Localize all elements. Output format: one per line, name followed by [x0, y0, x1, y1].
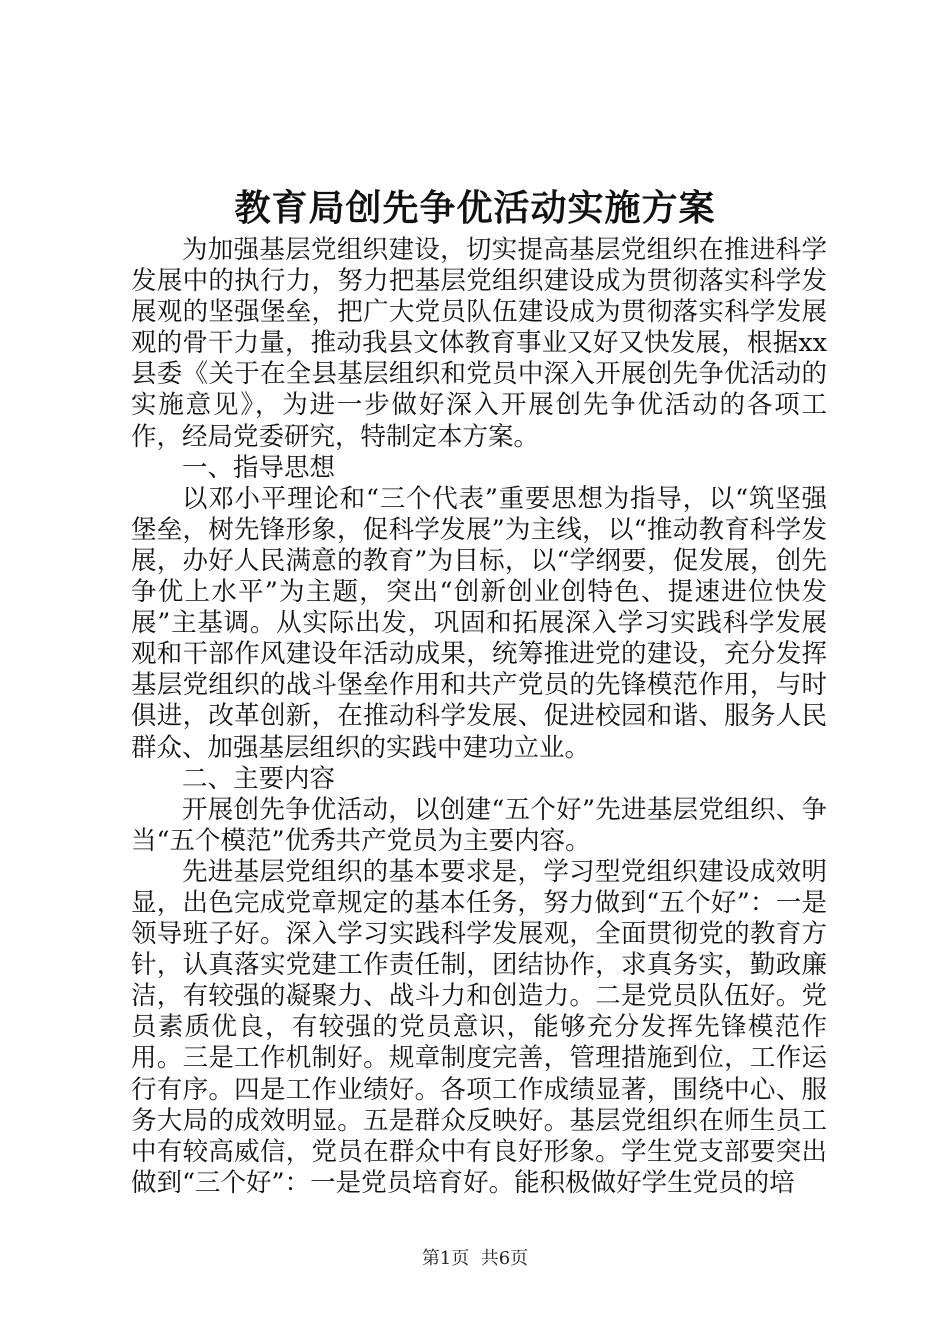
requirements-paragraph: 先进基层党组织的基本要求是，学习型党组织建设成效明显，出色完成党章规定的基本任务，努力做到“五个好”：一是领导班子好。深入学习实践科学发展观，全面贯彻党的教育方针，认真落实党建工作责任制，团结协作，求真务实，勤政廉洁，有较强的凝聚力、战斗力和创造力。二是党员队伍好。党员素质优良，有较强的党员意识，能够充分发挥先锋模范作用。三是工作机制好。规章制度完善，管理措施到位，工作运行有序。四是工作业绩好。各项工作成绩显著，围绕中心、服务大局的成效明显。五是群众反映好。基层党组织在师生员工中有较高威信，党员在群众中有良好形象。学生党支部要突出做到“三个好”：一是党员培育好。能积极做好学生党员的培 [131, 856, 827, 1198]
section-heading-guiding-ideology: 一、指导思想 [182, 452, 336, 483]
section-heading-main-content: 二、主要内容 [182, 763, 336, 794]
document-body [131, 235, 827, 1199]
page-number-footer: 第1页 共6页 [421, 1248, 529, 1269]
intro-paragraph: 为加强基层党组织建设，切实提高基层党组织在推进科学发展中的执行力，努力把基层党组织建设成为贯彻落实科学发展观的坚强堡垒，把广大党员队伍建设成为贯彻落实科学发展观的骨干力量，推动我县文体教育事业又好又快发展，根据xx县委《关于在全县基层组织和党员中深入开展创先争优活动的实施意见》，为进一步做好深入开展创先争优活动的各项工作，经局党委研究，特制定本方案。 [131, 235, 827, 452]
main-content-paragraph: 开展创先争优活动，以创建“五个好”先进基层党组织、争当“五个模范”优秀共产党员为主要内容。 [131, 794, 827, 856]
document-title: 教育局创先争优活动实施方案 [234, 187, 716, 229]
guiding-ideology-paragraph: 以邓小平理论和“三个代表”重要思想为指导，以“筑坚强堡垒，树先锋形象，促科学发展”为主线，以“推动教育科学发展，办好人民满意的教育”为目标，以“学纲要，促发展，创先争优上水平”为主题，突出“创新创业创特色、提速进位快发展”主基调。从实际出发，巩固和拓展深入学习实践科学发展观和干部作风建设年活动成果，统筹推进党的建设，充分发挥基层党组织的战斗堡垒作用和共产党员的先锋模范作用，与时俱进，改革创新，在推动科学发展、促进校园和谐、服务人民群众、加强基层组织的实践中建功立业。 [131, 483, 827, 763]
